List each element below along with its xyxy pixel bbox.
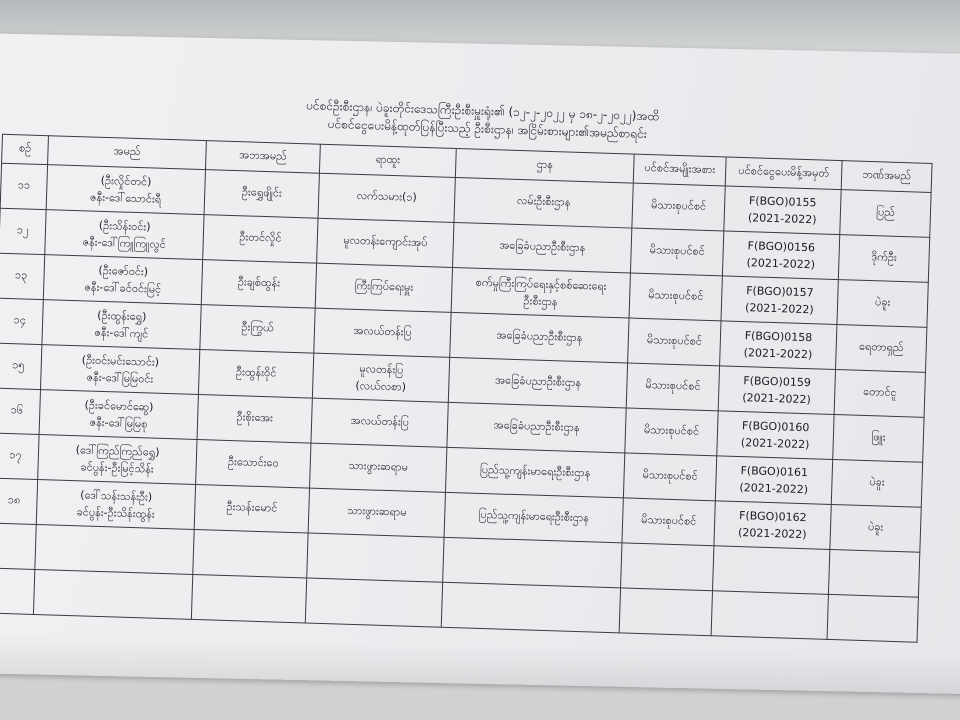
cell-serial: ၁၈ [0, 478, 38, 524]
license-year: (2021-2022) [743, 346, 813, 362]
empty-cell [619, 588, 712, 636]
cell-license [722, 231, 839, 280]
document-title: ပင်စင်ဦးစီးဌာန၊ ပဲခူးတိုင်းဒေသကြီးဦးစီးမှူးရုံး၏ (၁၂-၂-၂၀၂၂ မှ ၁၈-၂-၂၀၂၂)အထိ [305, 98, 660, 124]
cell-serial: ၁၁ [0, 163, 47, 209]
license-number: F(BGO)0159 [743, 374, 812, 390]
cell-license [717, 411, 834, 460]
retiree-name: (ဦးလှိုင်တင်) [100, 173, 152, 189]
document-subtitle: ပင်စင်ငွေပေးမိန့်ထုတ်ပြန်ပြီးသည့် ဦးစီးဌာန၊ အငြိမ်းစားများ၏အမည်စာရင်း [327, 116, 648, 141]
cell-rank: အလယ်တန်းပြ [311, 398, 448, 447]
rank-line2: (လယ်လစာ) [355, 378, 407, 394]
license-number: F(BGO)0155 [748, 194, 817, 210]
cell-rank [312, 353, 449, 402]
retiree-name: (ဦးဇော်ဝင်း) [98, 263, 149, 279]
cell-name [40, 345, 199, 395]
empty-cell [191, 574, 306, 623]
cell-pension-type: မိသားစုပင်စင် [626, 363, 719, 411]
cell-department [451, 267, 630, 318]
license-year: (2021-2022) [739, 481, 809, 497]
pension-table [0, 134, 933, 643]
cell-father: ဦးရွှေဖျိုင်း [204, 170, 319, 219]
cell-license [715, 456, 832, 505]
header-rank: ရာထူး [319, 144, 456, 177]
cell-serial: ၁၄ [0, 298, 43, 344]
retiree-name: (ဦးခင်မောင်ဆွေ) [84, 398, 154, 414]
cell-father: ဦးတင်လှိုင် [203, 215, 318, 264]
header-bank: ဘဏ်အမည် [841, 161, 932, 193]
spouse-name: ဇနီး-ဒေါ်သောင်းရီ [89, 190, 162, 206]
header-name: အမည် [48, 136, 207, 170]
department-line2: ဦးစီးဌာန [523, 294, 558, 309]
cell-rank: ကြီးကြပ်ရေးမှူး [315, 263, 452, 312]
pension-table-container [0, 134, 932, 643]
cell-serial: ၁၂ [0, 208, 46, 254]
spouse-name: ဇနီး-ဒေါ်ကျင် [94, 325, 149, 341]
cell-name [42, 300, 201, 350]
cell-father: ဦးချစ်ထွန်း [201, 260, 316, 309]
license-number: F(BGO)0156 [747, 239, 816, 255]
retiree-name: (ဒေါ်ကြည်ကြည်ရွှေ) [75, 443, 160, 459]
cell-serial: ၁၆ [0, 388, 40, 434]
license-year: (2021-2022) [740, 436, 810, 452]
spouse-name: ဇနီး-ဒေါ်မြမြစု [89, 415, 148, 431]
license-number: F(BGO)0158 [744, 329, 813, 345]
cell-name [45, 210, 204, 260]
empty-cell [0, 523, 36, 569]
cell-father: ဦးထွန်းဝိုင် [198, 350, 313, 399]
cell-name [38, 435, 197, 485]
retiree-name: (ဦးသိန်းဝင်း) [98, 218, 151, 234]
license-number: F(BGO)0161 [740, 464, 809, 480]
cell-rank: မူလတန်းကျောင်းအုပ် [317, 218, 454, 267]
header-serial: စဉ် [2, 134, 49, 164]
cell-rank: အလယ်တန်းပြ [314, 308, 451, 357]
cell-name [36, 480, 195, 530]
empty-cell [33, 569, 192, 619]
empty-cell [441, 582, 620, 633]
empty-cell [35, 524, 194, 574]
empty-cell [827, 594, 918, 642]
empty-cell [307, 533, 444, 582]
paper-sheet [0, 34, 960, 695]
header-father: အဘအမည် [205, 141, 320, 174]
cell-license [721, 276, 838, 325]
cell-bank: တောင်ငူ [834, 370, 925, 418]
cell-serial: ၁၇ [0, 433, 39, 479]
cell-department: ပြည်သူ့ကျန်းမာရေးဦးစီးဌာန [445, 447, 624, 498]
cell-pension-type: မိသားစုပင်စင် [632, 183, 725, 231]
license-year: (2021-2022) [737, 526, 807, 542]
license-year: (2021-2022) [746, 256, 816, 272]
cell-department: လမ်းဦးစီးဌာန [454, 177, 633, 228]
spouse-name: ဇနီး-ဒေါ်မြမြဝင်း [86, 370, 154, 386]
cell-father: ဦးသန်းမောင် [194, 484, 309, 533]
license-year: (2021-2022) [747, 211, 817, 227]
spouse-name: ခင်ပွန်း-ဦးသိန်းထွန်း [76, 505, 155, 521]
cell-serial: ၁၃ [0, 253, 45, 299]
license-number: F(BGO)0162 [738, 509, 807, 525]
retiree-name: (ဦးထွန်းရွှေ) [97, 308, 147, 324]
empty-cell [0, 568, 35, 614]
paper-shadow [0, 633, 960, 694]
cell-name [39, 390, 198, 440]
rank-line1: မူလတန်းပြ [359, 362, 404, 377]
cell-license [718, 366, 835, 415]
cell-pension-type: မိသားစုပင်စင် [625, 408, 718, 456]
cell-license [714, 501, 831, 550]
cell-bank: ဖြူး [833, 414, 924, 462]
header-license-no: ပင်စင်ငွေပေးမိန့်အမှတ် [725, 157, 842, 190]
cell-rank: သားဖွားဆရာမ [308, 488, 445, 537]
retiree-name: (ဦးဝင်းမင်းသောင်း) [81, 353, 160, 369]
cell-pension-type: မိသားစုပင်စင် [622, 498, 715, 546]
empty-cell [713, 546, 830, 595]
cell-license [720, 321, 837, 370]
cell-bank: ပဲခူး [830, 504, 921, 552]
cell-license [724, 186, 841, 235]
cell-name [46, 165, 205, 215]
empty-cell [193, 529, 308, 578]
spouse-name: ဇနီး-ဒေါ်ကြူကြူလွင် [82, 235, 166, 251]
cell-rank: လက်သမား(၁) [318, 173, 455, 222]
cell-pension-type: မိသားစုပင်စင် [630, 228, 723, 276]
empty-cell [828, 549, 919, 597]
cell-bank: ပြည် [840, 190, 931, 238]
cell-bank: ပဲခူး [837, 280, 928, 328]
cell-department: ပြည်သူ့ကျန်းမာရေးဦးစီးဌာန [444, 492, 623, 543]
cell-department: အခြေခံပညာဦးစီးဌာန [447, 402, 626, 453]
department-line1: စက်မှုကြီးကြပ်ရေးနှင့်စစ်ဆေးရေး [475, 275, 607, 293]
cell-bank: ဒိုက်ဦး [838, 235, 929, 283]
license-number: F(BGO)0160 [741, 419, 810, 435]
cell-department: အခြေခံပညာဦးစီးဌာန [453, 222, 632, 273]
empty-cell [305, 578, 442, 627]
cell-father: ဦးစိုးအေး [197, 395, 312, 444]
cell-father: ဦးသောင်းဝေ [196, 439, 311, 488]
cell-bank: ရေတာရှည် [836, 325, 927, 373]
cell-pension-type: မိသားစုပင်စင် [628, 318, 721, 366]
header-pension-type: ပင်စင်အမျိုးအစား [633, 154, 726, 186]
empty-cell [621, 543, 714, 591]
license-year: (2021-2022) [742, 391, 812, 407]
empty-cell [711, 591, 828, 640]
spouse-name: ခင်ပွန်း-ဦးမြင့်သိန်း [80, 460, 154, 476]
cell-pension-type: မိသားစုပင်စင် [629, 273, 722, 321]
cell-department: အခြေခံပညာဦးစီးဌာန [450, 312, 629, 363]
cell-bank: ပဲခူး [831, 459, 922, 507]
cell-serial: ၁၅ [0, 343, 42, 389]
header-department: ဌာန [455, 148, 634, 183]
retiree-name: (ဒေါ်သန်းသန်းဦး) [80, 488, 153, 504]
license-number: F(BGO)0157 [746, 284, 814, 300]
cell-pension-type: မိသားစုပင်စင် [623, 453, 716, 501]
license-year: (2021-2022) [744, 301, 814, 317]
cell-name [43, 255, 202, 305]
spouse-name: ဇနီး-ဒေါ်ခင်ဝင်းမြင့် [84, 280, 162, 296]
cell-rank: သားဖွားဆရာမ [310, 443, 447, 492]
cell-department: အခြေခံပညာဦးစီးဌာန [448, 357, 627, 408]
empty-cell [443, 537, 622, 588]
cell-father: ဦးကြွယ် [200, 305, 315, 354]
